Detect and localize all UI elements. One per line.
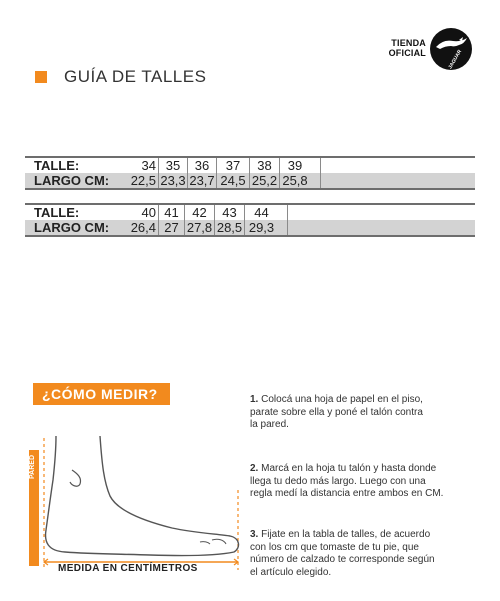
foot-measure-diagram bbox=[20, 420, 250, 580]
badge-line-1: TIENDA bbox=[391, 38, 426, 48]
measure-label: MEDIDA EN CENTÍMETROS bbox=[58, 563, 198, 574]
size-cell: 36 bbox=[187, 158, 216, 173]
title-accent-square bbox=[35, 71, 47, 83]
length-cell: 26,4 bbox=[130, 220, 156, 235]
step-number: 1. bbox=[250, 394, 259, 405]
size-cell: 39 bbox=[279, 158, 310, 173]
step-text: con los cm que tomaste de tu pie, que bbox=[250, 541, 419, 553]
size-table-1 bbox=[25, 156, 475, 190]
length-cell: 23,3 bbox=[158, 173, 187, 188]
logo-text: JAGUAR bbox=[447, 48, 464, 71]
size-row bbox=[25, 156, 475, 173]
official-store-badge bbox=[372, 38, 426, 58]
size-cell: 35 bbox=[158, 158, 187, 173]
instruction-step-2 bbox=[250, 463, 480, 501]
how-to-heading: ¿CÓMO MEDIR? bbox=[42, 386, 158, 402]
length-row bbox=[25, 220, 475, 237]
length-cell: 22,5 bbox=[130, 173, 156, 188]
length-cell: 25,2 bbox=[249, 173, 279, 188]
table-divider bbox=[320, 173, 321, 188]
size-table-2 bbox=[25, 203, 475, 237]
table-divider bbox=[320, 158, 321, 173]
step-number: 2. bbox=[250, 463, 259, 474]
size-cell: 42 bbox=[184, 205, 214, 220]
step-text: la pared. bbox=[250, 419, 289, 430]
length-cell: 28,5 bbox=[214, 220, 244, 235]
step-text: llega tu dedo más largo. Luego con una bbox=[250, 475, 426, 487]
instruction-step-3 bbox=[250, 529, 480, 579]
instruction-step-1 bbox=[250, 394, 480, 432]
size-row bbox=[25, 203, 475, 220]
length-cell: 24,5 bbox=[216, 173, 249, 188]
step-text: Colocá una hoja de papel en el piso, bbox=[261, 394, 423, 405]
step-text: Marcá en la hoja tu talón y hasta donde bbox=[261, 463, 437, 474]
row-label-largo: LARGO CM: bbox=[34, 220, 110, 235]
row-label-talle: TALLE: bbox=[34, 158, 80, 173]
wall-label: PARED bbox=[29, 455, 36, 479]
length-row bbox=[25, 173, 475, 190]
length-cell: 27 bbox=[158, 220, 184, 235]
jaguar-logo-icon bbox=[429, 27, 473, 71]
size-cell: 41 bbox=[158, 205, 184, 220]
step-text: número de calzado te corresponde según bbox=[250, 554, 435, 565]
table-divider bbox=[287, 220, 288, 235]
size-cell: 37 bbox=[216, 158, 249, 173]
step-number: 3. bbox=[250, 529, 259, 540]
size-cell: 38 bbox=[249, 158, 279, 173]
step-text: parate sobre ella y poné el talón contra bbox=[250, 406, 423, 418]
row-label-talle: TALLE: bbox=[34, 205, 80, 220]
row-label-largo: LARGO CM: bbox=[34, 173, 110, 188]
page-title: GUÍA DE TALLES bbox=[64, 67, 207, 86]
size-cell: 44 bbox=[244, 205, 278, 220]
step-text: Fijate en la tabla de talles, de acuerdo bbox=[261, 529, 431, 540]
length-cell: 25,8 bbox=[279, 173, 310, 188]
badge-line-2: OFICIAL bbox=[388, 48, 426, 58]
size-cell: 40 bbox=[141, 205, 156, 220]
step-text: el artículo elegido. bbox=[250, 566, 332, 578]
length-cell: 23,7 bbox=[187, 173, 216, 188]
size-cell: 43 bbox=[214, 205, 244, 220]
size-cell: 34 bbox=[141, 158, 156, 173]
length-cell: 27,8 bbox=[184, 220, 214, 235]
table-divider bbox=[287, 205, 288, 220]
length-cell: 29,3 bbox=[244, 220, 278, 235]
step-text: regla medí la distancia entre ambos en CM. bbox=[250, 488, 444, 499]
